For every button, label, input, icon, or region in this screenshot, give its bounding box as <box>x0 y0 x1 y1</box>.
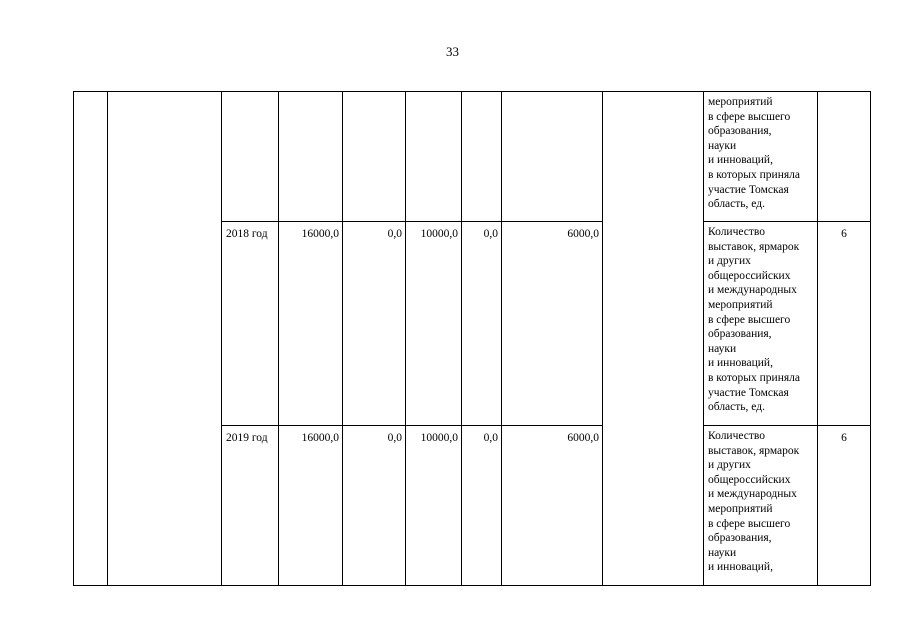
extra-funding-cell: 6000,0 <box>502 222 603 426</box>
indicator-cell: Количество выставок, ярмарок и других общероссийских и международных мероприятий в сфере высшего образования, науки и инноваций, <box>704 426 818 586</box>
regional-funding-cell <box>406 92 462 222</box>
year-cell: 2019 год <box>222 426 279 586</box>
indicator-value-cell: 6 <box>818 426 871 586</box>
total-funding-cell <box>279 92 343 222</box>
local-funding-cell <box>462 92 502 222</box>
task-name-cell <box>108 92 222 586</box>
total-funding-cell: 16000,0 <box>279 426 343 586</box>
indicator-cell: мероприятий в сфере высшего образования, науки и инноваций, в которых приняла участие Томская область, ед. <box>704 92 818 222</box>
federal-funding-cell <box>343 92 406 222</box>
extra-funding-cell <box>502 92 603 222</box>
indicator-value-cell <box>818 92 871 222</box>
total-funding-cell: 16000,0 <box>279 222 343 426</box>
federal-funding-cell: 0,0 <box>343 222 406 426</box>
local-funding-cell: 0,0 <box>462 426 502 586</box>
executor-cell <box>603 92 704 586</box>
extra-funding-cell: 6000,0 <box>502 426 603 586</box>
program-table <box>73 91 871 586</box>
local-funding-cell: 0,0 <box>462 222 502 426</box>
indicator-cell: Количество выставок, ярмарок и других общероссийских и международных мероприятий в сфере высшего образования, науки и инноваций, в которых приняла участие Томская область, ед. <box>704 222 818 426</box>
regional-funding-cell: 10000,0 <box>406 222 462 426</box>
regional-funding-cell: 10000,0 <box>406 426 462 586</box>
federal-funding-cell: 0,0 <box>343 426 406 586</box>
year-cell <box>222 92 279 222</box>
year-cell: 2018 год <box>222 222 279 426</box>
indicator-value-cell: 6 <box>818 222 871 426</box>
table-row <box>74 92 871 222</box>
page-number: 33 <box>446 44 459 59</box>
row-number-cell <box>74 92 108 586</box>
